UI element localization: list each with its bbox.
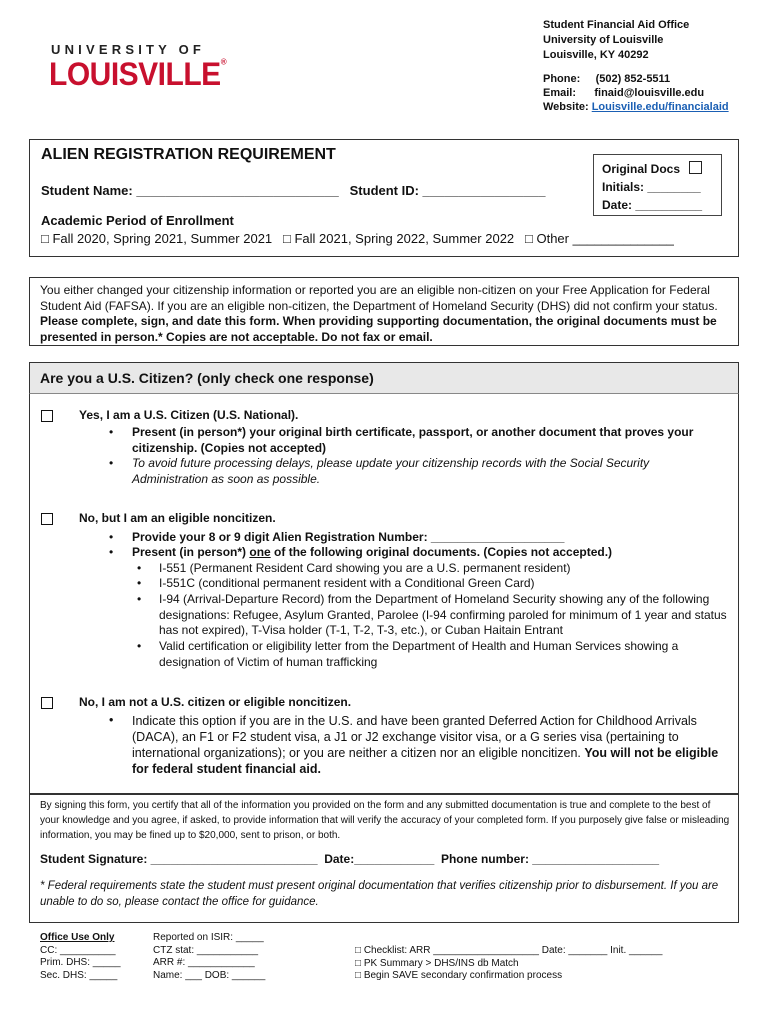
not-eligible-text: Indicate this option if you are in the U.S. and have been granted Deferred Action for Childhood Arrivals (DACA), an F1 or F2 student visa, a J1 or J2 exchange visitor visa, or a G series visa (pertaining to international organizations); or you are neither a citizen nor an eligible noncitizen.: [132, 714, 697, 760]
office-line-3: Louisville, KY 40292: [543, 49, 649, 61]
office-line-1: Student Financial Aid Office: [543, 19, 690, 31]
citizenship-heading: Are you a U.S. Citizen? (only check one response): [29, 362, 739, 394]
alien-number-field[interactable]: Provide your 8 or 9 digit Alien Registration Number: ____________________: [132, 530, 565, 544]
phone-value: (502) 852-5511: [595, 73, 671, 85]
website-label: Website:: [543, 101, 589, 113]
citizen-yes-bullet-1: Present (in person*) your original birth certificate, passport, or another document that proves your citizenship. (Copies not accepted): [132, 425, 694, 455]
office-ctz-stat: CTZ stat: ___________: [153, 944, 259, 956]
not-eligible-checkbox[interactable]: [41, 697, 53, 709]
doc-i551: I-551 (Permanent Resident Card showing you are a U.S. permanent resident): [159, 561, 571, 575]
office-line-2: University of Louisville: [543, 34, 664, 46]
student-id-field[interactable]: Student ID: _________________: [349, 183, 546, 198]
bullet-dot: •: [109, 545, 114, 559]
sub-bullet-dot: •: [137, 592, 142, 606]
office-use-col-1: [40, 932, 121, 982]
eligible-noncitizen-title: No, but I am an eligible noncitizen.: [79, 511, 276, 525]
bullet-dot: •: [109, 713, 114, 727]
intro-text: You either changed your citizenship information or reported you are an eligible non-citizen on your Free Application for Federal Student Aid (FAFSA). If you are an eligible non-citizen, the Department of Homeland Security (DHS) did not confirm your status.: [40, 283, 718, 313]
bullet-dot: •: [109, 530, 114, 544]
student-name-field[interactable]: Student Name: ____________________________: [41, 183, 339, 198]
signature-row: [40, 852, 659, 866]
citizen-yes-title: Yes, I am a U.S. Citizen (U.S. National).: [79, 408, 299, 422]
contact-info: [543, 72, 729, 114]
original-docs-checkbox[interactable]: [689, 161, 702, 174]
email-value: finaid@louisville.edu: [594, 87, 705, 99]
period-options: [41, 231, 674, 246]
logo-registered-mark: ®: [220, 57, 227, 67]
website-link[interactable]: Louisville.edu/financialaid: [591, 101, 729, 113]
not-eligible-warning: You will not be eligible for federal student financial aid.: [132, 746, 719, 776]
intro-bold-text: Please complete, sign, and date this form. When providing supporting documentation, the original documents must be presented in person.* Copies are not acceptable. Do not fax or email.: [40, 314, 717, 344]
doc-hhs-letter: Valid certification or eligibility letter from the Department of Health and Human Services showing a designation of Victim of human trafficking: [159, 639, 679, 669]
office-cc: CC: __________: [40, 944, 116, 956]
office-use-col-3: [355, 945, 662, 983]
intro-box: [29, 277, 739, 346]
period-label: Academic Period of Enrollment: [41, 213, 234, 228]
student-name-row: [41, 183, 545, 198]
form-title: ALIEN REGISTRATION REQUIREMENT: [41, 146, 336, 163]
bullet-dot: •: [109, 425, 114, 439]
original-docs-box: [593, 154, 722, 216]
phone-number-field[interactable]: Phone number: ___________________: [440, 852, 660, 866]
doc-i551c: I-551C (conditional permanent resident with a Conditional Green Card): [159, 576, 535, 590]
bullet-dot: •: [109, 456, 114, 470]
period-option-2021[interactable]: □ Fall 2021, Spring 2022, Summer 2022: [283, 231, 515, 246]
doc-i94: I-94 (Arrival-Departure Record) from the Department of Homeland Security showing any of the following designations: Refugee, Asylum Granted, Parolee (I-94 confirming paroled for minimum of 1 year and status has not expired), T-Visa holder (T-1, T-2, T-3, etc.), or Cuban Haitain Entrant: [159, 592, 727, 637]
logo-university-of: UNIVERSITY OF: [51, 42, 206, 57]
federal-requirements-note: * Federal requirements state the student must present original documentation that verifies citizenship prior to disbursement. If you are unable to do so, please contact the office for guidance.: [40, 880, 719, 908]
certification-text: By signing this form, you certify that all of the information you provided on the form and any submitted documentation is true and complete to the best of your knowledge and you agree, if asked, to provide information that will verify the accuracy of your completed form. If you purposely give false or misleading information, you may be fined up to $20,000, sent to prison, or both.: [40, 800, 730, 841]
office-use-col-2: [153, 932, 265, 982]
not-eligible-bullet: [132, 713, 722, 777]
office-reported-isir: Reported on ISIR: _____: [153, 932, 264, 943]
office-checklist: □ Checklist: ARR ___________________ Date: _______ Init. ______: [355, 945, 663, 956]
docs-one: one: [249, 545, 271, 559]
not-eligible-title: No, I am not a U.S. citizen or eligible noncitizen.: [79, 695, 352, 709]
docs-post: of the following original documents. (Copies not accepted.): [270, 545, 613, 559]
citizen-yes-bullet-2: To avoid future processing delays, please update your citizenship records with the Social Security Administration as soon as possible.: [132, 456, 650, 486]
office-sec-dhs: Sec. DHS: _____: [40, 969, 118, 981]
office-name-dob: Name: ___ DOB: ______: [153, 969, 266, 981]
period-option-other[interactable]: □ Other ______________: [525, 231, 674, 246]
sub-bullet-dot: •: [137, 576, 142, 590]
office-address: [543, 18, 689, 63]
office-prim-dhs: Prim. DHS: _____: [40, 957, 121, 968]
logo-text: LOUISVILLE: [49, 57, 221, 93]
citizen-yes-checkbox[interactable]: [41, 410, 53, 422]
noncitizen-docs-bullet: [132, 545, 727, 561]
initials-field[interactable]: Initials: ________: [602, 180, 701, 194]
sub-bullet-dot: •: [137, 561, 142, 575]
logo-louisville: [49, 57, 226, 94]
signature-date-field[interactable]: Date:____________: [324, 852, 435, 866]
signature-field[interactable]: Student Signature: _________________________: [40, 852, 318, 866]
office-use-title: Office Use Only: [40, 932, 115, 943]
docs-pre: Present (in person*): [132, 545, 250, 559]
email-label: Email:: [543, 87, 577, 99]
office-arr: ARR #: ____________: [153, 957, 255, 968]
office-pk-summary: □ PK Summary > DHS/INS db Match: [355, 957, 519, 969]
office-save-process: □ Begin SAVE secondary confirmation process: [355, 970, 563, 981]
sub-bullet-dot: •: [137, 639, 142, 653]
docs-date-field[interactable]: Date: __________: [602, 198, 703, 212]
phone-label: Phone:: [543, 73, 581, 85]
original-docs-label: Original Docs: [602, 162, 681, 176]
eligible-noncitizen-checkbox[interactable]: [41, 513, 53, 525]
period-option-2020[interactable]: □ Fall 2020, Spring 2021, Summer 2021: [41, 231, 273, 246]
